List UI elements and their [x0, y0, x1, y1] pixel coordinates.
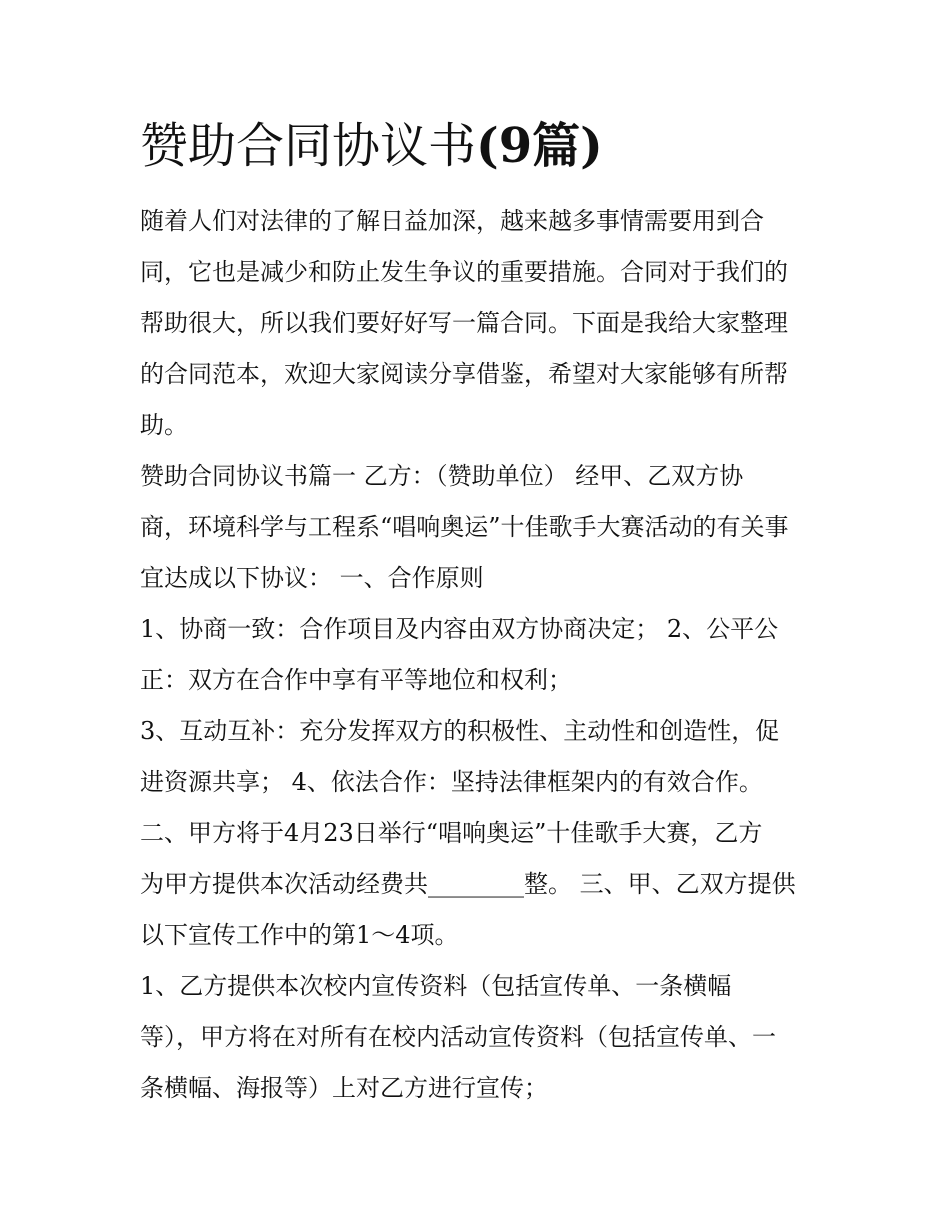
paragraph-line: 宜达成以下协议： 一、合作原则 — [140, 564, 484, 592]
paragraph-line: 帮助很大，所以我们要好好写一篇合同。下面是我给大家整理 — [140, 309, 788, 337]
paragraph-line: 助。 — [140, 411, 188, 439]
document-title — [140, 116, 603, 176]
paragraph-line: 正：双方在合作中享有平等地位和权利； — [140, 666, 572, 694]
paragraph-line: 以下宣传工作中的第1～4项。 — [140, 921, 459, 949]
paragraph-line: 为甲方提供本次活动经费共________整。 三、甲、乙双方提供 — [140, 870, 796, 898]
paragraph-line: 赞助合同协议书篇一 乙方：（赞助单位） 经甲、乙双方协 — [140, 462, 744, 490]
paragraph-line: 3、互动互补：充分发挥双方的积极性、主动性和创造性，促 — [140, 717, 780, 745]
document-title-suffix: (9篇) — [476, 118, 603, 174]
paragraph-line: 进资源共享； 4、依法合作：坚持法律框架内的有效合作。 — [140, 768, 763, 796]
paragraph-line: 随着人们对法律的了解日益加深，越来越多事情需要用到合 — [140, 207, 764, 235]
paragraph-line: 同，它也是减少和防止发生争议的重要措施。合同对于我们的 — [140, 258, 788, 286]
paragraph-line: 1、协商一致：合作项目及内容由双方协商决定； 2、公平公 — [140, 615, 779, 643]
paragraph-line: 二、甲方将于4月23日举行“唱响奥运”十佳歌手大赛，乙方 — [140, 819, 763, 847]
paragraph-line: 商，环境科学与工程系“唱响奥运”十佳歌手大赛活动的有关事 — [140, 513, 789, 541]
paragraph-line: 等），甲方将在对所有在校内活动宣传资料（包括宣传单、一 — [140, 1023, 776, 1051]
paragraph-line: 的合同范本，欢迎大家阅读分享借鉴，希望对大家能够有所帮 — [140, 360, 788, 388]
document-title-main: 赞助合同协议书 — [140, 118, 477, 174]
paragraph-line: 1、乙方提供本次校内宣传资料（包括宣传单、一条横幅 — [140, 972, 732, 1000]
paragraph-line: 条横幅、海报等）上对乙方进行宣传； — [140, 1074, 548, 1102]
